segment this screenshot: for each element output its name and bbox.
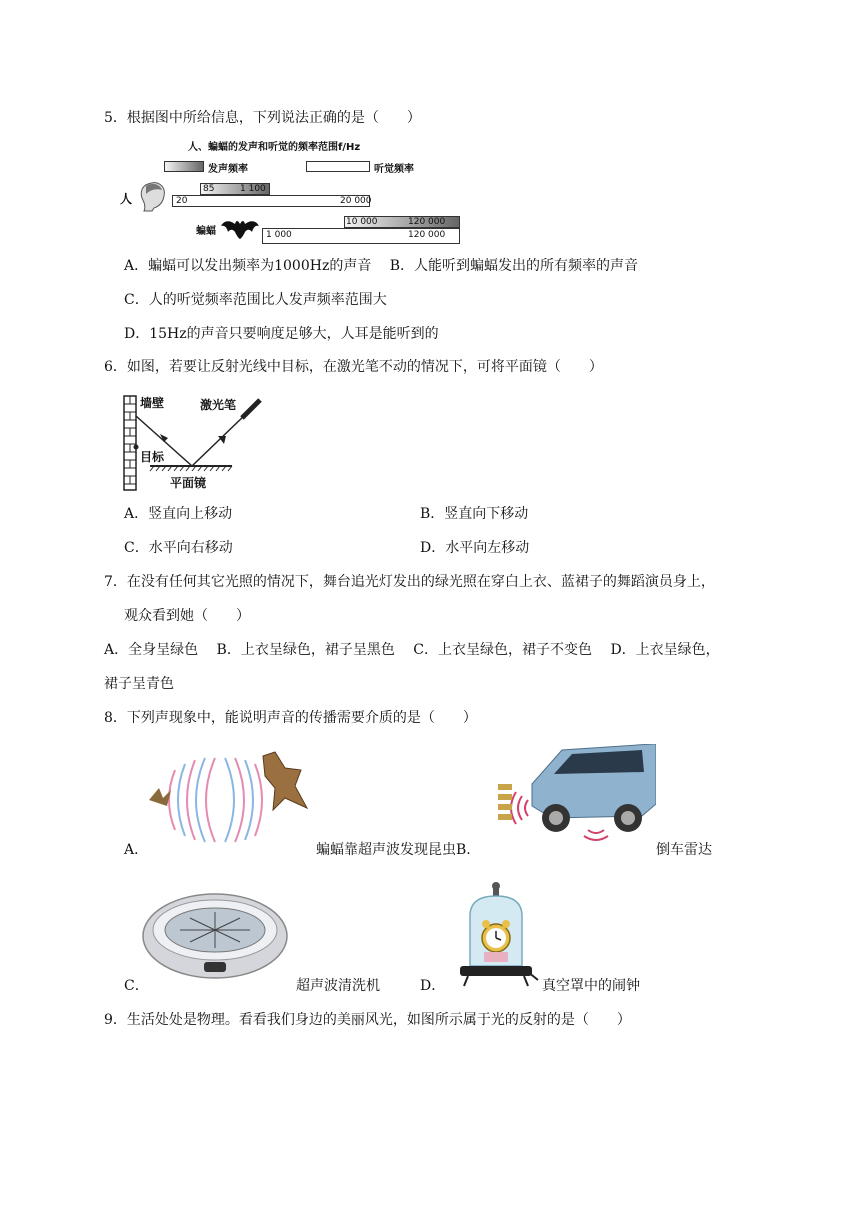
q7-options-line1: A．全身呈绿色 B．上衣呈绿色，裙子呈黑色 C．上衣呈绿色，裙子不变色 D．上衣呈绿色， [104,642,720,658]
bat-hear-low: 1 000 [266,230,292,240]
q5-option-d: D．15Hz的声音只要响度足够大，人耳是能听到的 [124,326,439,342]
human-label: 人 [120,192,133,206]
emit-legend-label: 发声频率 [208,164,248,175]
q9-stem: 9．生活处处是物理。看看我们身边的美丽风光，如图所示属于光的反射的是（ ） [104,1012,631,1028]
q5-options-ab: A．蝙蝠可以发出频率为1000Hz的声音 B．人能听到蝙蝠发出的所有频率的声音 [124,258,639,274]
ultrasonic-cleaner-image [140,884,290,984]
reversing-radar-image [492,744,656,844]
q8-b-caption: 倒车雷达 [656,842,712,858]
q7-options-line2: 裙子呈青色 [104,676,174,692]
bell-jar-clock-image [452,880,540,988]
human-emit-low: 85 [203,184,215,194]
bat-label: 蝙蝠 [196,226,216,237]
human-hear-high: 20 000 [340,196,372,206]
human-head-icon [138,180,168,212]
human-hear-low: 20 [176,196,188,206]
hear-legend-swatch [306,161,370,172]
target-label: 目标 [140,450,165,464]
q7-stem-line1: 7．在没有任何其它光照的情况下，舞台追光灯发出的绿光照在穿白上衣、蓝裙子的舞蹈演员身上， [104,574,715,590]
q8-d-caption: 真空罩中的闹钟 [542,978,640,994]
q5-stem: 5．根据图中所给信息，下列说法正确的是（ ） [104,110,421,126]
human-emit-high: 1 100 [240,184,266,194]
bat-ultrasound-image [145,750,315,850]
laser-label: 激光笔 [200,398,237,412]
q6-option-a: A．竖直向上移动 [124,506,233,522]
q5-figure-title: 人、蝙蝠的发声和听觉的频率范围f/Hz [188,142,361,153]
bat-emit-low: 10 000 [346,217,378,227]
q5-option-c: C．人的听觉频率范围比人发声频率范围大 [124,292,387,308]
q7-stem-line2: 观众看到她（ ） [124,608,250,624]
bat-emit-high: 120 000 [408,217,446,227]
mirror-label: 平面镜 [170,476,207,490]
q8-d-letter: D． [420,978,446,994]
bat-icon [220,216,260,240]
q8-c-caption: 超声波清洗机 [296,978,380,994]
q8-c-letter: C． [124,978,149,994]
hear-legend-label: 听觉频率 [374,164,414,175]
q6-option-d: D．水平向左移动 [420,540,530,556]
wall-label: 墙壁 [140,396,165,410]
q6-option-c: C．水平向右移动 [124,540,233,556]
q6-option-b: B．竖直向下移动 [420,506,529,522]
q6-mirror-figure [120,392,270,494]
q5-frequency-figure [118,138,468,248]
q8-stem: 8．下列声现象中，能说明声音的传播需要介质的是（ ） [104,710,477,726]
emit-legend-swatch [164,161,204,172]
q8-a-caption: 蝙蝠靠超声波发现昆虫B. [316,842,471,858]
q6-stem: 6．如图，若要让反射光线中目标，在激光笔不动的情况下，可将平面镜（ ） [104,359,603,375]
q8-a-letter: A． [124,842,149,858]
bat-hear-high: 120 000 [408,230,446,240]
